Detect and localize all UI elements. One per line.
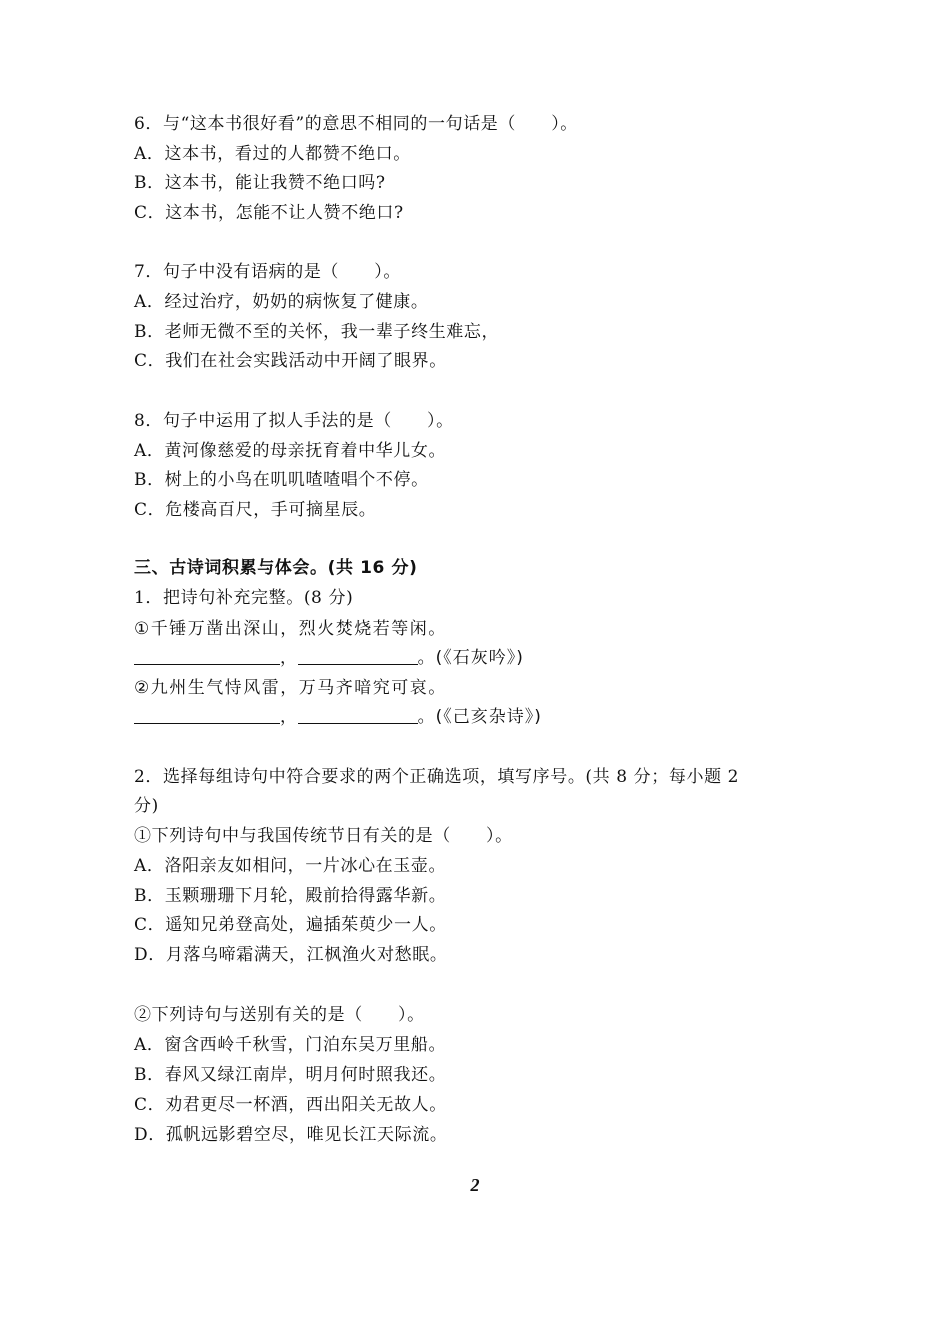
question-7-option-c: C．我们在社会实践活动中开阔了眼界。 <box>134 351 447 371</box>
poem-2-source: 。(《己亥杂诗》) <box>417 707 542 727</box>
sub-question-2-option-a: A．窗含西岭千秋雪，门泊东吴万里船。 <box>134 1035 447 1055</box>
section-3-q1-stem: 1．把诗句补充完整。(8 分) <box>134 588 354 608</box>
poem-1-blank-1[interactable] <box>134 648 280 665</box>
sub-question-1-option-a: A．洛阳亲友如相问，一片冰心在玉壶。 <box>134 856 447 876</box>
sub-question-1-option-d: D．月落乌啼霜满天，江枫渔火对愁眠。 <box>134 945 448 965</box>
sub-question-1-stem: ①下列诗句中与我国传统节日有关的是（ ）。 <box>134 826 513 846</box>
comma: ， <box>280 648 298 668</box>
question-6-option-b: B．这本书，能让我赞不绝口吗? <box>134 173 386 193</box>
sub-question-1-option-b: B．玉颗珊珊下月轮，殿前拾得露华新。 <box>134 886 447 906</box>
sub-question-2-option-b: B．春风又绿江南岸，明月何时照我还。 <box>134 1065 447 1085</box>
question-6-option-c: C．这本书，怎能不让人赞不绝口? <box>134 203 404 223</box>
poem-2-blank-1[interactable] <box>134 707 280 724</box>
question-6-stem: 6．与“这本书很好看”的意思不相同的一句话是（ ）。 <box>134 114 578 134</box>
question-7-option-a: A．经过治疗，奶奶的病恢复了健康。 <box>134 292 429 312</box>
poem-2-blank-2[interactable] <box>298 707 418 724</box>
question-8-option-a: A．黄河像慈爱的母亲抚育着中华儿女。 <box>134 441 447 461</box>
sub-question-1-option-c: C．遥知兄弟登高处，遍插茱萸少一人。 <box>134 915 447 935</box>
section-3-heading: 三、古诗词积累与体会。(共 16 分) <box>134 558 418 578</box>
sub-question-2-stem: ②下列诗句与送别有关的是（ ）。 <box>134 1005 425 1025</box>
page-number: 2 <box>470 1175 480 1195</box>
section-3-q2-stem-line-1: 2．选择每组诗句中符合要求的两个正确选项，填写序号。(共 8 分；每小题 2 <box>134 767 740 787</box>
sub-question-2-option-d: D．孤帆远影碧空尽，唯见长江天际流。 <box>134 1125 448 1145</box>
question-7-option-b: B．老师无微不至的关怀，我一辈子终生难忘， <box>134 322 500 342</box>
section-3-q2-stem-line-2: 分) <box>134 796 159 816</box>
question-7-stem: 7．句子中没有语病的是（ ）。 <box>134 262 401 282</box>
question-6-option-a: A．这本书，看过的人都赞不绝口。 <box>134 144 411 164</box>
question-8-stem: 8．句子中运用了拟人手法的是（ ）。 <box>134 411 454 431</box>
poem-2-fill-row <box>134 706 542 728</box>
poem-1-source: 。(《石灰吟》) <box>417 648 524 668</box>
sub-question-2-option-c: C．劝君更尽一杯酒，西出阳关无故人。 <box>134 1095 447 1115</box>
question-8-option-b: B．树上的小鸟在叽叽喳喳唱个不停。 <box>134 470 429 490</box>
poem-1-given-line: ①千锤万凿出深山，烈火焚烧若等闲。 <box>134 619 447 639</box>
poem-1-blank-2[interactable] <box>298 648 418 665</box>
poem-1-fill-row <box>134 647 524 669</box>
poem-2-given-line: ②九州生气恃风雷，万马齐喑究可哀。 <box>134 678 447 698</box>
comma: ， <box>280 707 298 727</box>
question-8-option-c: C．危楼高百尺，手可摘星辰。 <box>134 500 377 520</box>
